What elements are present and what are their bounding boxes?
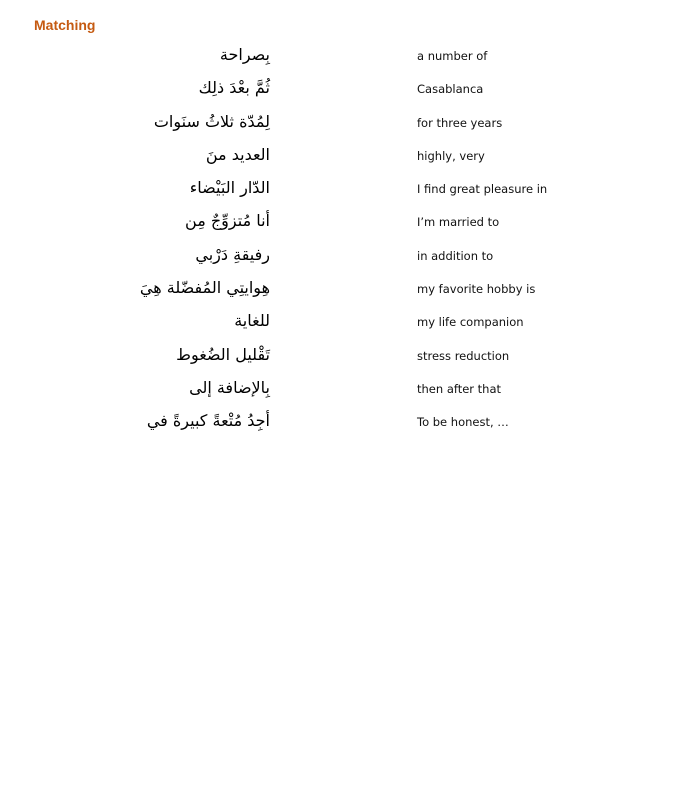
- page-title: Matching: [34, 17, 96, 33]
- matching-row: [0, 40, 680, 73]
- arabic-phrase: تَقْليل الضُغوط: [176, 344, 270, 364]
- matching-row: [0, 107, 680, 140]
- english-phrase: a number of: [417, 49, 488, 63]
- english-phrase: To be honest, …: [417, 415, 509, 430]
- english-phrase: then after that: [417, 381, 502, 396]
- english-phrase: I’m married to: [417, 215, 500, 230]
- matching-row: [0, 273, 680, 306]
- matching-row: [0, 340, 680, 373]
- english-phrase: my favorite hobby is: [417, 282, 536, 297]
- arabic-phrase: الدّار البَيْضاء: [189, 178, 270, 198]
- english-phrase: for three years: [417, 115, 503, 130]
- arabic-phrase: بِالإضافة إلى: [189, 377, 270, 397]
- english-phrase: my life companion: [417, 315, 524, 330]
- arabic-phrase: العديد منَ: [205, 144, 270, 164]
- matching-row: [0, 173, 680, 206]
- english-phrase: I find great pleasure in: [417, 182, 548, 197]
- arabic-phrase: بِصراحة: [219, 45, 270, 64]
- arabic-phrase: أجِدُ مُتْعةً كبيرةً في: [146, 411, 270, 431]
- matching-row: [0, 73, 680, 106]
- matching-row: [0, 140, 680, 173]
- matching-row: [0, 373, 680, 406]
- matching-list: [0, 40, 680, 440]
- arabic-phrase: ثُمَّ بعْدَ ذلِك: [198, 78, 270, 98]
- english-phrase: highly, very: [417, 148, 485, 163]
- matching-row: [0, 240, 680, 273]
- english-phrase: Casablanca: [417, 82, 484, 97]
- english-phrase: in addition to: [417, 248, 494, 263]
- english-phrase: stress reduction: [417, 348, 510, 363]
- matching-row: [0, 306, 680, 339]
- arabic-phrase: رفيقةِ دَرْبي: [195, 244, 270, 264]
- arabic-phrase: لِمُدّة ثلاثُ سنَوات: [153, 111, 270, 131]
- matching-row: [0, 206, 680, 239]
- arabic-phrase: أنا مُتزوِّجٌ مِن: [185, 211, 270, 231]
- arabic-phrase: هِوايتِي المُفضّلة هِيَ: [139, 278, 270, 298]
- matching-row: [0, 406, 680, 439]
- arabic-phrase: للغاية: [234, 311, 270, 331]
